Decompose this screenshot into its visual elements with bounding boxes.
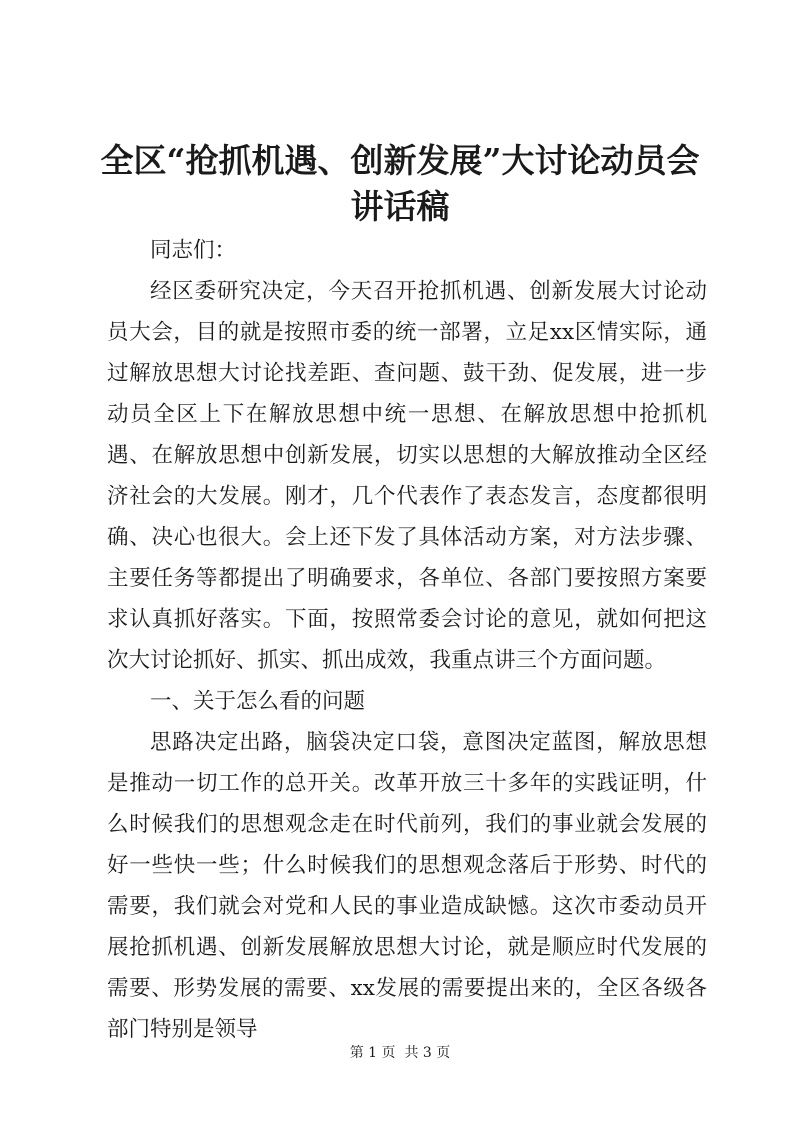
- page-footer: [0, 1044, 800, 1062]
- page-number: 第 1 页 共 3 页: [349, 1045, 451, 1061]
- intro-paragraph: 经区委研究决定，今天召开抢抓机遇、创新发展大讨论动员大会，目的就是按照市委的统一部署，立足xx区情实际，通过解放思想大讨论找差距、查问题、鼓干劲、促发展，进一步动员全区上下在解放思想中统一思想、在解放思想中抢抓机遇、在解放思想中创新发展，切实以思想的大解放推动全区经济社会的大发展。刚才，几个代表作了表态发言，态度都很明确、决心也很大。会上还下发了具体活动方案，对方法步骤、主要任务等都提出了明确要求，各单位、各部门要按照方案要求认真抓好落实。下面，按照常委会讨论的意见，就如何把这次大讨论抓好、抓实、抓出成效，我重点讲三个方面问题。: [107, 279, 707, 673]
- body-paragraph: 思路决定出路，脑袋决定口袋，意图决定蓝图，解放思想是推动一切工作的总开关。改革开放三十多年的实践证明，什么时候我们的思想观念走在时代前列，我们的事业就会发展的好一些快一些；什么时候我们的思想观念落后于形势、时代的需要，我们就会对党和人民的事业造成缺憾。这次市委动员开展抢抓机遇、创新发展解放思想大讨论，就是顺应时代发展的需要、形势发展的需要、xx发展的需要提出来的，全区各级各部门特别是领导: [107, 730, 707, 1042]
- document-title: 全区“抢抓机遇、创新发展”大讨论动员会讲话稿: [100, 141, 700, 226]
- document-body: [107, 230, 707, 1050]
- section-heading: 一、关于怎么看的问题: [150, 689, 366, 714]
- salutation-paragraph: 同志们：: [150, 238, 237, 263]
